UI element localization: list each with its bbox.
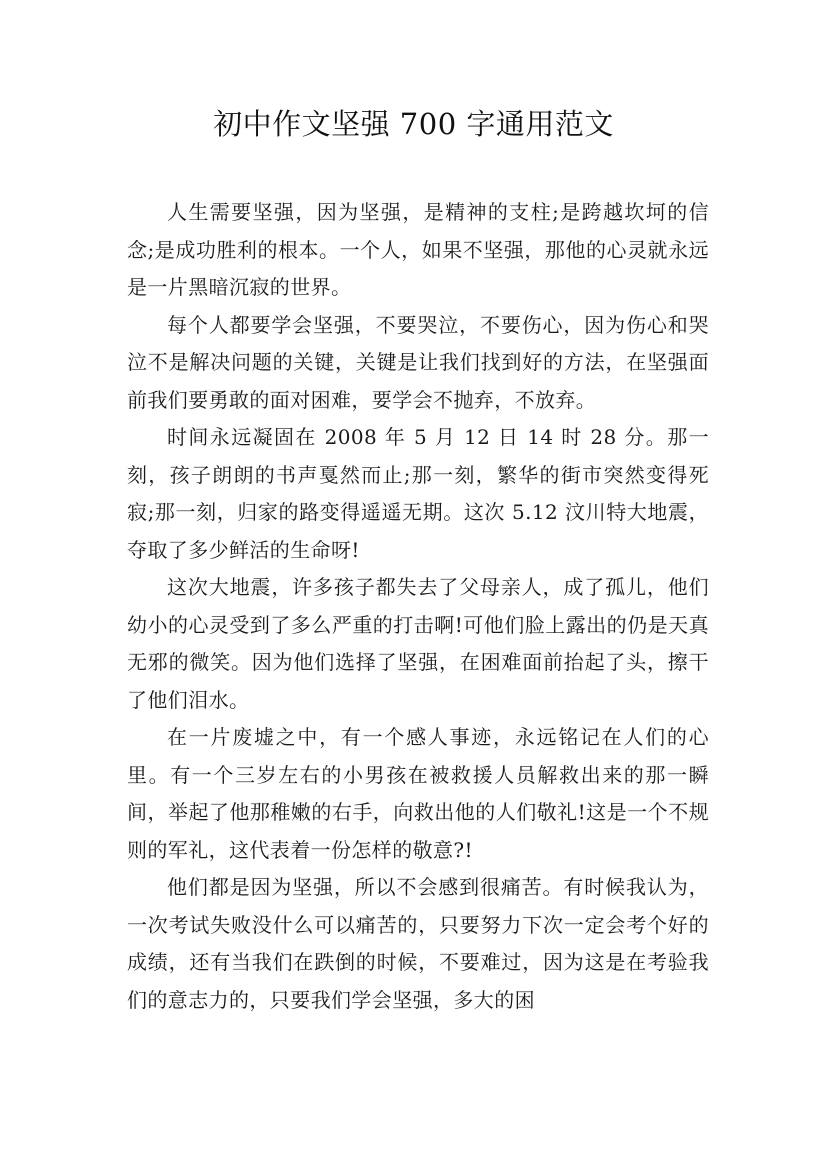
document-body [127,194,709,1019]
document-title: 初中作文坚强 700 字通用范文 [213,107,614,141]
paragraph-1: 人生需要坚强，因为坚强，是精神的支柱;是跨越坎坷的信念;是成功胜利的根本。一个人，如果不坚强，那他的心灵就永远是一片黑暗沉寂的世界。 [127,200,709,299]
paragraph-5: 在一片废墟之中，有一个感人事迹，永远铭记在人们的心里。有一个三岁左右的小男孩在被救援人员解救出来的那一瞬间，举起了他那稚嫩的右手，向救出他的人们敬礼!这是一个不规则的军礼，这代表着一份怎样的敬意?! [127,725,709,862]
paragraph-6: 他们都是因为坚强，所以不会感到很痛苦。有时候我认为，一次考试失败没什么可以痛苦的，只要努力下次一定会考个好的成绩，还有当我们在跌倒的时候，不要难过，因为这是在考验我们的意志力的，只要我们学会坚强，多大的困 [127,875,709,1012]
paragraph-2: 每个人都要学会坚强，不要哭泣，不要伤心，因为伤心和哭泣不是解决问题的关键，关键是让我们找到好的方法，在坚强面前我们要勇敢的面对困难，要学会不抛弃，不放弃。 [127,312,709,412]
paragraph-4: 这次大地震，许多孩子都失去了父母亲人，成了孤儿，他们幼小的心灵受到了多么严重的打击啊!可他们脸上露出的仍是天真无邪的微笑。因为他们选择了坚强，在困难面前抬起了头，擦干了他们泪水。 [127,575,709,712]
paragraph-3: 时间永远凝固在 2008 年 5 月 12 日 14 时 28 分。那一刻，孩子朗朗的书声戛然而止;那一刻，繁华的街市突然变得死寂;那一刻，归家的路变得遥遥无期。这次 5.12 汶川特大地震，夺取了多少鲜活的生命呀! [127,425,709,562]
